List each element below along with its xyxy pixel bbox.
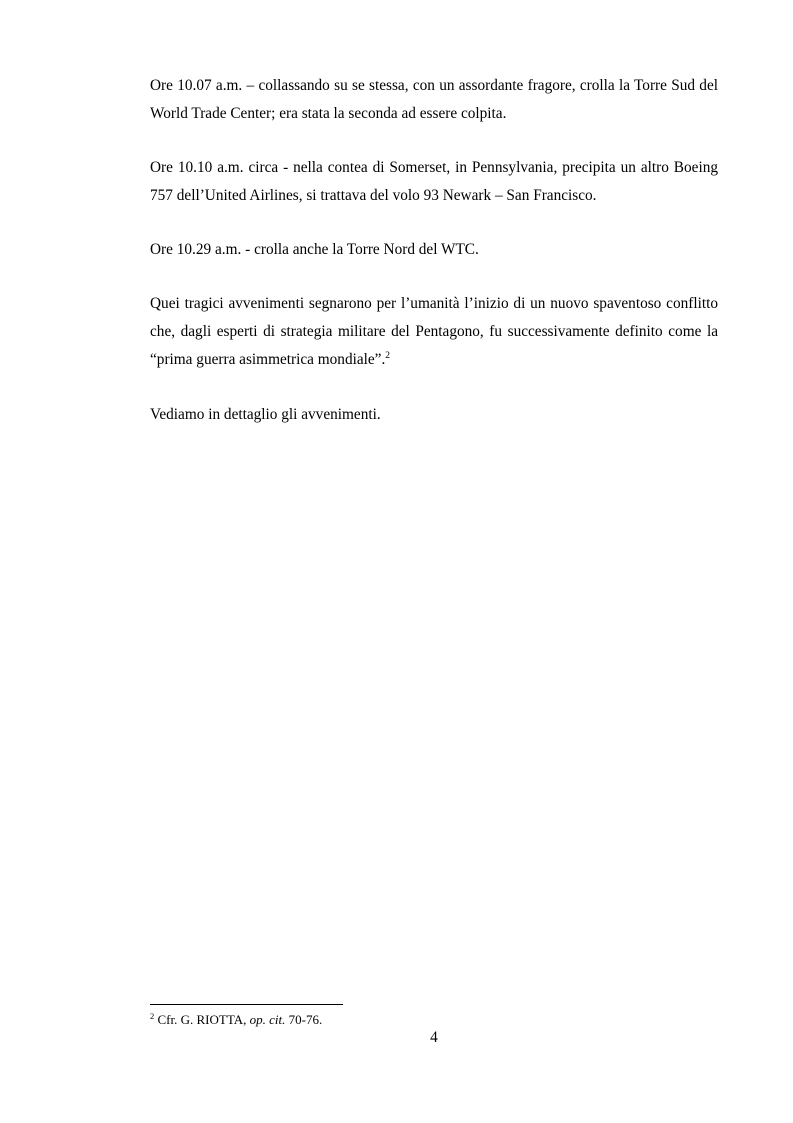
paragraph-asymmetric-war — [150, 290, 718, 374]
footnote-separator — [150, 1004, 343, 1005]
footnote-suffix: 70-76. — [285, 1012, 323, 1027]
footnote-italic: op. cit. — [249, 1012, 286, 1027]
paragraph-south-tower-collapse: Ore 10.07 a.m. – collassando su se stessa, con un assordante fragore, crolla la Torre Sud del World Trade Center; era stata la seconda ad essere colpita. — [150, 77, 718, 122]
page-number: 4 — [430, 1029, 438, 1046]
paragraph-asymmetric-war-text: Quei tragici avvenimenti segnarono per l’umanità l’inizio di un nuovo spaventoso conflitto che, dagli esperti di strategia militare del Pentagono, fu successivamente definito come la “prima guerra asimmetrica mondiale”. — [150, 295, 718, 368]
footnote-reference: 2 — [385, 351, 391, 361]
footnote-prefix: Cfr. G. RIOTTA, — [157, 1012, 250, 1027]
footnote — [150, 1011, 718, 1029]
paragraph-details-intro: Vediamo in dettaglio gli avvenimenti. — [150, 406, 381, 423]
paragraph-north-tower-collapse: Ore 10.29 a.m. - crolla anche la Torre Nord del WTC. — [150, 241, 479, 258]
paragraph-flight-93: Ore 10.10 a.m. circa - nella contea di Somerset, in Pennsylvania, precipita un altro Boeing 757 dell’United Airlines, si trattava del volo 93 Newark – San Francisco. — [150, 159, 718, 204]
footnote-number: 2 — [150, 1011, 155, 1021]
